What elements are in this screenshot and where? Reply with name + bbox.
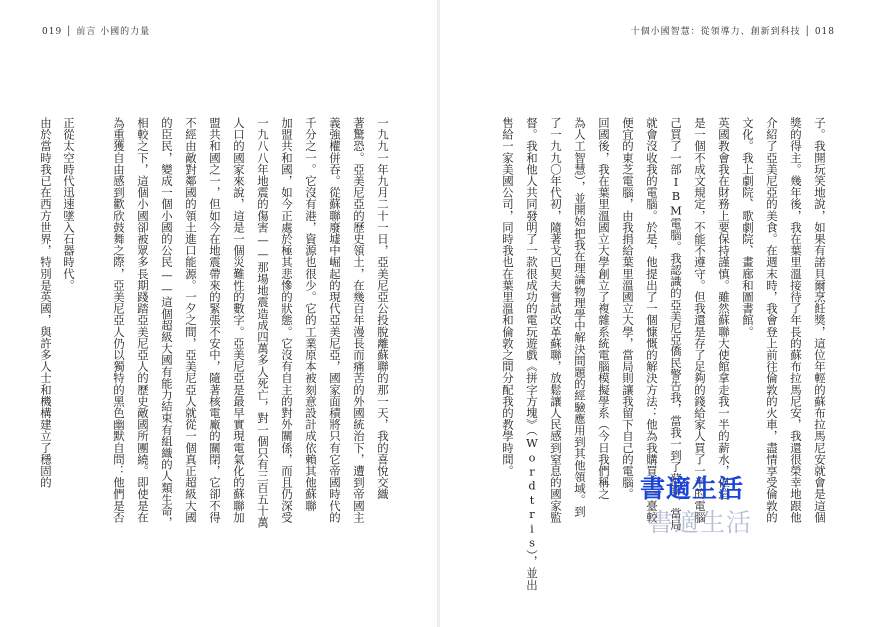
text-column: 的臣民，變成一個小國的公民——這個超級大國有能力結束有組織的人類生命， [160, 117, 174, 529]
text-column: 著驚恐。亞美尼亞的歷史領土，在幾百年漫長而痛苦的外國統治下，遭到帝國主 [352, 117, 366, 523]
watermark-logo [640, 469, 768, 549]
text-column: 為人工智慧），並開始把我在理論物理學中解決問題的經驗應用到其他領域。到 [573, 117, 587, 518]
text-column: 售給一家美國公司，同時我也在葉里溫和倫敦之間分配我的教學時間。 [501, 117, 515, 477]
text-column: 己買了一部IBM電腦。我認識的亞美尼亞僑民警告我，當我一到了蘇聯，當局 [669, 117, 683, 531]
text-column: 了一九九〇年代初，隨著戈巴契夫嘗試改革蘇聯，放鬆讓人民感到窒息的國家監 [549, 117, 563, 523]
watermark-text-shadow: 書適生活 [648, 508, 753, 537]
text-column: 獎的得主。幾年後，我在葉里溫接待了年長的蘇布拉馬尼安，我還很榮幸地跟他 [789, 117, 803, 523]
text-column: 一九九一年九月二十一日，亞美尼亞公投脫離蘇聯的那一天，我的喜悅交織 [376, 117, 390, 500]
text-column: 由於當時我已在西方世界，特別是英國，與許多人士和機構建立了穩固的 [39, 117, 53, 489]
text-column: 千分之一。它沒有港，資源也很少。它的工業原本被刻意設計成依賴其他蘇聯 [304, 117, 318, 512]
left-page-header: 019 │ 前言 小國的力量 [42, 27, 151, 37]
text-column: 人口的國家來說，這是一個災難性的數字。亞美尼亞是最早實現電氣化的蘇聯加 [232, 117, 246, 523]
text-column: 加盟共和國，如今正處於極其悲慘的狀態。它沒有自主的對外關係，而且仍深受 [280, 117, 294, 523]
text-column: 為重獲自由感到歡欣鼓舞之際，亞美尼亞人仍以獨特的黑色幽默自問：他們是否 [112, 117, 126, 523]
book-gutter [437, 0, 440, 627]
right-page-header: 十個小國智慧：從領導力、創新到科技 │ 018 [630, 27, 835, 37]
text-column: 文化。我上劇院、歌劇院、畫廊和圖書館。 [741, 117, 755, 338]
text-column: 介紹了亞美尼亞的美食。在週末時，我會登上前往倫敦的火車，盡情享受倫敦的 [765, 117, 779, 523]
text-column: 英國教會我在財務上要保持謹慎。雖然蘇聯大使館拿走我一半的薪水，但這 [717, 117, 731, 500]
text-column: 便宜的東芝電腦，由我捐給葉里溫國立大學，當局則讓我留下自己的電腦。 [621, 117, 635, 500]
text-column: 督。我和他人共同發明了一款很成功的電玩遊戲《拼字方塊》（Wordtris），並出 [525, 117, 539, 591]
left-page-text [40, 117, 425, 587]
text-column: 正從太空時代迅速墜入石器時代。 [62, 117, 76, 291]
text-column: 回國後，我在葉里溫國立大學創立了複雜系統電腦模擬學系（今日我們稱之 [597, 117, 611, 500]
text-column: 一九八八年地震的傷害——那場地震造成四萬多人死亡，對一個只有三百五十萬 [256, 117, 270, 529]
text-column: 相較之下，這個小國卻被眾多長期踐踏亞美尼亞人的歷史敵國所團繞。即使是在 [136, 117, 150, 523]
text-column: 就會沒收我的電腦。於是，他提出了一個慷慨的解決方法：他為我購買了一臺較 [645, 117, 659, 523]
text-column: 是一個不成文規定，不能不遵守。但我還是存了足夠的錢給家人買了一半的電腦 [693, 117, 707, 523]
text-column: 子。我開玩笑地說，如果有諾貝爾烹飪獎，這位年輕的蘇布拉馬尼安就會是這個 [813, 117, 827, 523]
text-column: 不經由敵對鄰國的領土進口能源。一夕之間，亞美尼亞人就從一個真正超級大國 [184, 117, 198, 523]
text-column: 義強權併吞。從蘇聯廢墟中崛起的現代亞美尼亞，國家面積將只有它帝國時代的 [328, 117, 342, 523]
text-column: 盟共和國之一，但如今在地震帶來的緊張不安中，隨著核電廠的關閉，它卻不得 [208, 117, 222, 523]
watermark-text: 書適生活 [640, 474, 745, 503]
